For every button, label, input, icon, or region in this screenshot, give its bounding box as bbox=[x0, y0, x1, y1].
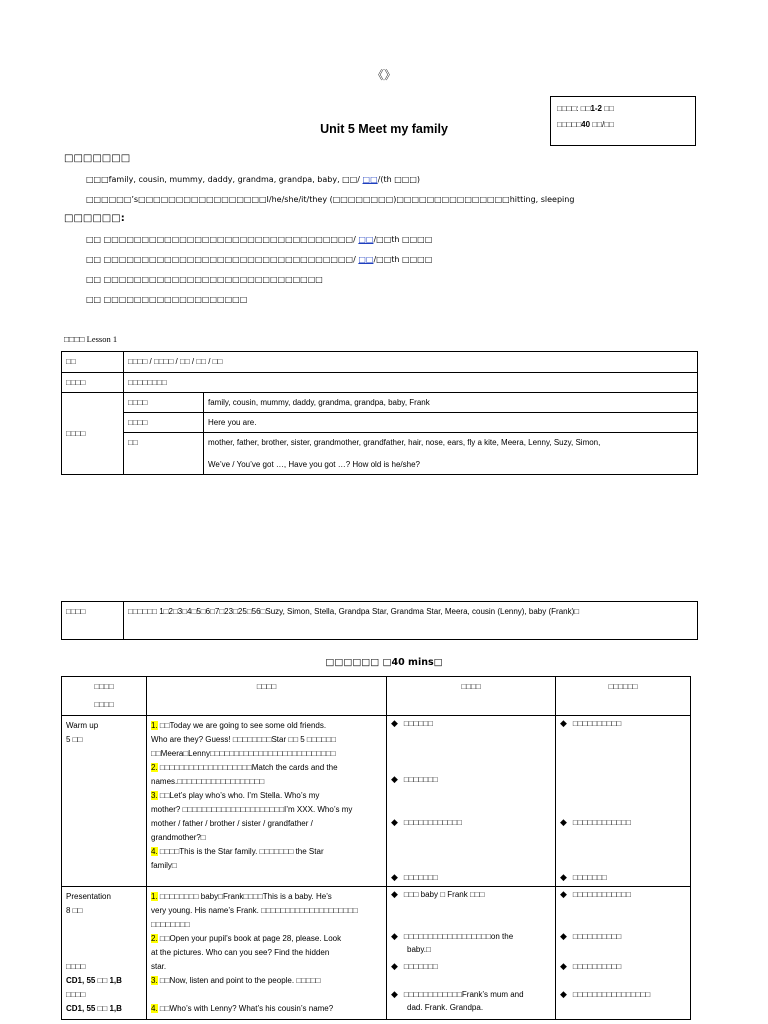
section-2-line: □□ □□□□□□□□□□□□□□□□□□□□□□□□□□□□□□□□□/ □□/□□th □□□□ bbox=[86, 255, 433, 264]
section-1-line: □□□family, cousin, mummy, daddy, grandma, grandpa, baby, □□/ □□/(th □□□) bbox=[86, 175, 421, 184]
info-line-2: □□□□□40 □□/□□ bbox=[557, 120, 614, 129]
table-cell-value: □□□□ / □□□□ / □□ / □□ / □□ bbox=[124, 352, 698, 373]
diamond-bullet-icon: ◆ bbox=[560, 817, 567, 827]
step: 3. □□Let’s play who’s who. I’m Stella. Who’s my bbox=[151, 791, 320, 800]
step: 3. □□Now, listen and point to the people. □□□□□ bbox=[151, 976, 321, 985]
vocab-line: mother, father, brother, sister, grandmother, grandfather, hair, nose, ears, fly a kite, Meera, Lenny, Suzy, Simon, bbox=[208, 438, 601, 447]
step: 1. □□Today we are going to see some old friends. bbox=[151, 721, 327, 730]
bullet-item: ◆ □□□□□□□ bbox=[391, 961, 438, 971]
materials-table bbox=[61, 601, 698, 640]
lesson-info-table bbox=[61, 351, 698, 475]
table-cell-value: □□□□□□ 1□2□3□4□5□6□7□23□25□56□Suzy, Simon, Stella, Grandpa Star, Grandma Star, Meera, cousin (Lenny), baby (Frank)□ bbox=[124, 602, 698, 640]
section-1-line: □□□□□□’s□□□□□□□□□□□□□□□□□I/he/she/it/they (□□□□□□□□)□□□□□□□□□□□□□□□hitting, sleeping bbox=[86, 195, 575, 204]
bullet-item: ◆ □□□□□□□ bbox=[560, 872, 607, 882]
table-cell-value: □□□□□□□□ bbox=[124, 373, 698, 393]
design-intent-cell bbox=[556, 716, 691, 887]
table-cell-label: □□□□ bbox=[62, 373, 124, 393]
table-cell-value: family, cousin, mummy, daddy, grandma, grandpa, baby, Frank bbox=[204, 393, 698, 413]
diamond-bullet-icon: ◆ bbox=[560, 931, 567, 941]
table-cell-sublabel: □□□□ bbox=[124, 413, 204, 433]
bullet-item: ◆ □□□□□□□□□□ bbox=[560, 718, 622, 728]
diamond-bullet-icon: ◆ bbox=[391, 718, 398, 728]
diamond-bullet-icon: ◆ bbox=[391, 872, 398, 882]
bullet-item: ◆ □□□□□□□□□□ bbox=[560, 961, 622, 971]
step: 2. □□Open your pupil’s book at page 28, please. Look bbox=[151, 934, 342, 943]
column-header: □□□□ bbox=[147, 677, 387, 716]
step: 2. □□□□□□□□□□□□□□□□□□□Match the cards and the bbox=[151, 763, 338, 772]
diamond-bullet-icon: ◆ bbox=[560, 989, 567, 999]
diamond-bullet-icon: ◆ bbox=[560, 961, 567, 971]
stage-name: Warm up bbox=[66, 721, 99, 730]
step: 1. □□□□□□□□ baby□Frank□□□□This is a baby. He’s bbox=[151, 892, 332, 901]
resource-label: □□□□ CD1, 55 □□ 1,B □□□□ CD1, 55 □□ 1,B bbox=[66, 962, 122, 1013]
table-cell-label: □□□□ bbox=[62, 393, 124, 475]
vocab-line: We’ve / You’ve got …, Have you got …? How old is he/she? bbox=[208, 460, 420, 469]
bullet-item: ◆ □□□□□□□□□□ bbox=[560, 931, 622, 941]
student-activity-cell bbox=[387, 716, 556, 887]
diamond-bullet-icon: ◆ bbox=[391, 774, 398, 784]
bullet-item: ◆ □□□□□□□□□□□□ bbox=[391, 817, 462, 827]
bullet-item: ◆ □□□□□□□□□□□□□□□□□□on the bbox=[391, 931, 514, 941]
stage-time: 8 □□ bbox=[66, 906, 83, 915]
diamond-bullet-icon: ◆ bbox=[391, 931, 398, 941]
lesson-label: □□□□ Lesson 1 bbox=[64, 334, 118, 344]
bullet-item: ◆ □□□□□□□□□□□□Frank’s mum and bbox=[391, 989, 524, 999]
student-activity-cell bbox=[387, 887, 556, 1020]
bullet-item: ◆ □□□□□□□□□□□□□□□□ bbox=[560, 989, 651, 999]
activity-cell: 1. □□□□□□□□ baby□Frank□□□□This is a baby. He’s very young. His name’s Frank. □□□□□□□□□□□□□□□□□□□□ □□□□□□□□ 2. □□Open your pupil’s book at page 28, please. Look at the pictures. Who can you see? Find the hidden star. 3. □□Now, listen and point to the people. □□□□□ 4. □□Who’s with Lenny? What’s his cousin’s name? bbox=[147, 887, 387, 1020]
bullet-item: ◆ □□□□□□□□□□□□ bbox=[560, 889, 631, 899]
bullet-item: ◆ □□□□□□□ bbox=[391, 774, 438, 784]
design-intent-cell bbox=[556, 887, 691, 1020]
stage-time: 5 □□ bbox=[66, 735, 83, 744]
section-2-line: □□ □□□□□□□□□□□□□□□□□□□□□□□□□□□□□ bbox=[86, 275, 323, 284]
stage-cell bbox=[62, 716, 147, 887]
column-header: □□□□ bbox=[387, 677, 556, 716]
table-cell-value bbox=[204, 433, 698, 475]
unit-title: Unit 5 Meet my family bbox=[320, 122, 448, 136]
bullet-item: ◆ □□□ baby □ Frank □□□ bbox=[391, 889, 485, 899]
step: 4. □□□□This is the Star family. □□□□□□□ the Star bbox=[151, 847, 324, 856]
step: 4. □□Who’s with Lenny? What’s his cousin’s name? bbox=[151, 1004, 334, 1013]
diamond-bullet-icon: ◆ bbox=[391, 989, 398, 999]
diamond-bullet-icon: ◆ bbox=[560, 872, 567, 882]
section-2-line: □□ □□□□□□□□□□□□□□□□□□□□□□□□□□□□□□□□□/ □□/□□th □□□□ bbox=[86, 235, 433, 244]
diamond-bullet-icon: ◆ bbox=[391, 817, 398, 827]
info-box bbox=[550, 96, 696, 146]
info-line-1: □□□□: □□1-2 □□ bbox=[557, 104, 614, 113]
section-2-line: □□ □□□□□□□□□□□□□□□□□□□ bbox=[86, 295, 248, 304]
document-title: 《》 bbox=[371, 68, 396, 82]
bullet-item: ◆ □□□□□□□ bbox=[391, 872, 438, 882]
table-cell-sublabel: □□□□ bbox=[124, 393, 204, 413]
table-cell-label: □□□□ bbox=[62, 602, 124, 640]
process-title: □□□□□□ □40 mins□ bbox=[325, 657, 443, 668]
section-1-heading: □□□□□□□ bbox=[64, 153, 131, 164]
diamond-bullet-icon: ◆ bbox=[560, 889, 567, 899]
diamond-bullet-icon: ◆ bbox=[391, 889, 398, 899]
section-2-heading: □□□□□□: bbox=[64, 213, 125, 224]
teaching-process-table bbox=[61, 676, 691, 1020]
bullet-continuation: baby.□ bbox=[407, 945, 431, 954]
diamond-bullet-icon: ◆ bbox=[560, 718, 567, 728]
table-cell-value: Here you are. bbox=[204, 413, 698, 433]
column-header: □□□□□□ bbox=[556, 677, 691, 716]
activity-cell: 1. □□Today we are going to see some old friends. Who are they? Guess! □□□□□□□□Star □□ 5 □□□□□□ □□Meera□Lenny□□□□□□□□□□□□□□□□□□□□□□□□□□ 2. □□□□□□□□□□□□□□□□□□□Match the cards and the names.□□□□□□□□□□□□□□□□□□ 3. □□Let’s play who’s who. I’m Stella. Who’s my mother? □□□□□□□□□□□□□□□□□□□□□I’m XXX. Who’s my mother / father / brother / sister / grandfather / grandmother?□ 4. □□□□This is the Star family. □□□□□□□ the Star family□ bbox=[147, 716, 387, 887]
table-cell-sublabel: □□ bbox=[124, 433, 204, 475]
stage-name: Presentation bbox=[66, 892, 111, 901]
bullet-item: ◆ □□□□□□ bbox=[391, 718, 433, 728]
bullet-item: ◆ □□□□□□□□□□□□ bbox=[560, 817, 631, 827]
table-cell-label: □□ bbox=[62, 352, 124, 373]
stage-cell bbox=[62, 887, 147, 1020]
column-header: □□□□ □□□□ bbox=[62, 677, 147, 716]
bullet-continuation: dad. Frank. Grandpa. bbox=[407, 1003, 484, 1012]
diamond-bullet-icon: ◆ bbox=[391, 961, 398, 971]
